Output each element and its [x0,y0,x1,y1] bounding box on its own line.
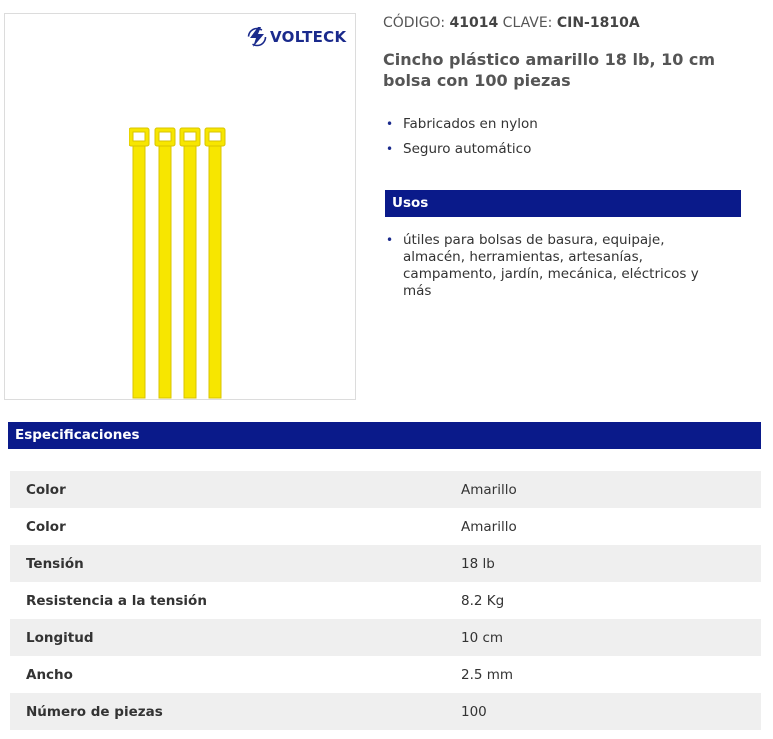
feature-item: • Seguro automático [383,141,538,157]
spec-label: Longitud [10,619,461,656]
cable-tie-strap [133,146,145,398]
table-row [10,471,761,508]
table-row [10,582,761,619]
cable-tie-strap [159,146,171,398]
table-row [10,693,761,730]
feature-list [383,116,538,166]
cable-tie-strap [209,146,221,398]
spec-value: Amarillo [461,471,761,508]
table-row [10,545,761,582]
spec-label: Color [10,471,461,508]
feature-item: • Fabricados en nylon [383,116,538,132]
spec-label: Resistencia a la tensión [10,582,461,619]
cable-tie-slot [184,132,196,141]
key-label: CLAVE: [502,15,553,31]
brand-name: VOLTECK [270,28,347,46]
usos-list [383,232,723,300]
cable-tie-slot [133,132,145,141]
spec-label: Color [10,508,461,545]
product-image-frame [4,13,356,400]
brand-logo [247,26,346,48]
spec-value: 100 [461,693,761,730]
product-title: Cincho plástico amarillo 18 lb, 10 cm bolsa con 100 piezas [383,50,716,90]
cable-tie-slot [209,132,221,141]
cable-tie-strap [184,146,196,398]
spec-label: Número de piezas [10,693,461,730]
cable-ties-illustration [129,114,239,404]
table-row [10,656,761,693]
specs-section-header: Especificaciones [8,422,761,449]
product-code-line [383,15,640,31]
code-label: CÓDIGO: [383,15,446,31]
spec-label: Tensión [10,545,461,582]
spec-value: Amarillo [461,508,761,545]
spec-value: 10 cm [461,619,761,656]
table-row [10,508,761,545]
usos-section-header: Usos [385,190,741,217]
spec-value: 18 lb [461,545,761,582]
usos-item: • útiles para bolsas de basura, equipaje, almacén, herramientas, artesanías, campamento, jardín, mecánica, eléctricos y más [383,232,723,300]
spec-label: Ancho [10,656,461,693]
specs-table [10,471,761,730]
spec-value: 2.5 mm [461,656,761,693]
table-row [10,619,761,656]
product-key: CIN-1810A [556,15,640,31]
product-code: 41014 [449,15,499,31]
spec-value: 8.2 Kg [461,582,761,619]
cable-tie-slot [159,132,171,141]
volteck-logo-icon [247,26,267,48]
